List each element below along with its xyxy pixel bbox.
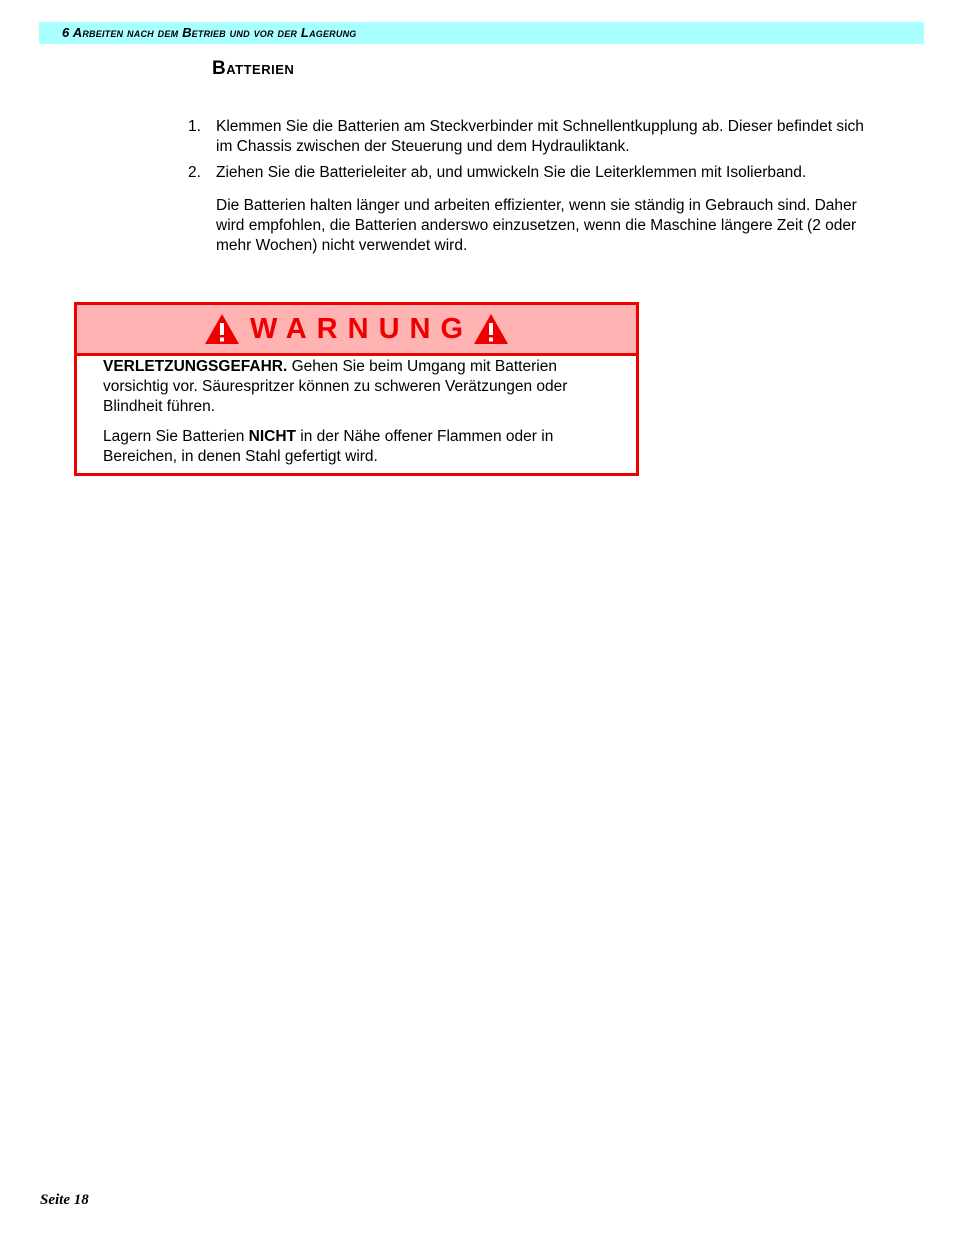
warning-body — [77, 356, 636, 467]
section-title: Batterien — [212, 58, 295, 79]
list-item — [188, 117, 878, 157]
warning-triangle-icon — [473, 313, 509, 345]
warning-triangle-icon — [204, 313, 240, 345]
step-number: 2. — [188, 164, 201, 181]
warning-hazard-label: VERLETZUNGSGEFAHR. — [103, 358, 288, 375]
warning-paragraph — [103, 357, 616, 417]
chapter-header-bar — [39, 22, 924, 44]
chapter-title: 6 Arbeiten nach dem Betrieb und vor der Lagerung — [62, 25, 357, 40]
warning-storage-text-pre: Lagern Sie Batterien — [103, 428, 249, 445]
list-item — [188, 163, 878, 183]
step-number: 1. — [188, 118, 201, 135]
warning-emphasis: NICHT — [248, 428, 296, 445]
note-paragraph: Die Batterien halten länger und arbeiten effizienter, wenn sie ständig in Gebrauch sind. Daher wird empfohlen, die Batterien anderswo einzusetzen, wenn die Maschine längere Zeit (2 oder mehr Wochen) nicht verwendet wird. — [216, 197, 857, 254]
warning-header — [77, 305, 636, 356]
warning-title: WARNUNG — [249, 312, 474, 345]
warning-box — [74, 302, 639, 476]
step-text: Klemmen Sie die Batterien am Steckverbinder mit Schnellentkupplung ab. Dieser befindet sich im Chassis zwischen der Steuerung und dem Hydrauliktank. — [216, 118, 864, 155]
warning-storage-text-post: in der Nähe offener Flammen oder in Bereichen, in denen Stahl gefertigt wird. — [103, 428, 554, 465]
warning-hazard-text: Gehen Sie beim Umgang mit Batterien vorsichtig vor. Säurespritzer können zu schweren Verätzungen oder Blindheit führen. — [103, 358, 568, 415]
page-number: Seite 18 — [40, 1192, 89, 1208]
warning-paragraph — [103, 427, 616, 467]
instruction-list — [188, 117, 878, 256]
step-text: Ziehen Sie die Batterieleiter ab, und umwickeln Sie die Leiterklemmen mit Isolierband. — [216, 164, 807, 181]
